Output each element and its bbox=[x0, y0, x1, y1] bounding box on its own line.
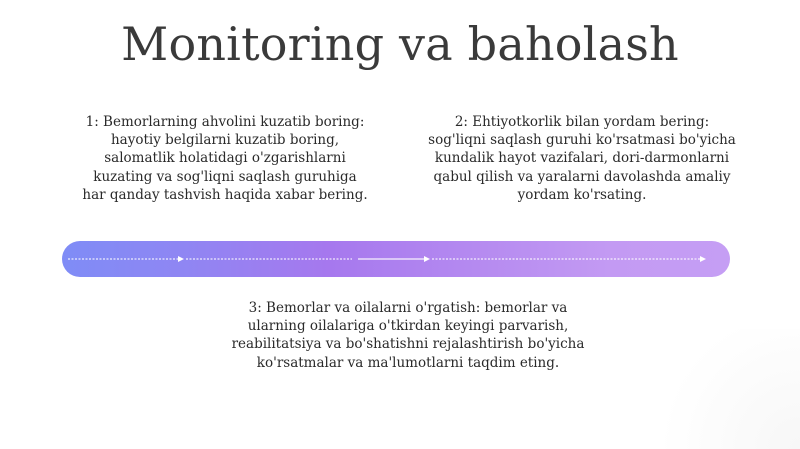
corner-shadow bbox=[640, 329, 800, 449]
step-3-text: 3: Bemorlar va oilalarni o'rgatish: bemorlar va ularning oilalariga o'tkirdan keyingi parvarish, reabilitatsiya va bo'shatishni rejalashtirish bo'yicha ko'rsatmalar va ma'lumotlarni taqdim eting. bbox=[231, 300, 585, 371]
arrow-head-2-icon bbox=[424, 256, 430, 262]
page-title: Monitoring va baholash bbox=[121, 17, 679, 71]
step-1-text: 1: Bemorlarning ahvolini kuzatib boring: hayotiy belgilarni kuzatib boring, salomatlik holatidagi o'zgarishlarni kuzating va sog'liqni saqlash guruhiga har qanday tashvish haqida xabar bering. bbox=[82, 114, 368, 203]
arrow-head-3-icon bbox=[700, 256, 706, 262]
timeline-arrows bbox=[62, 241, 730, 277]
timeline-bar bbox=[62, 241, 730, 277]
step-2-text: 2: Ehtiyotkorlik bilan yordam bering: sog'liqni saqlash guruhi ko'rsatmasi bo'yicha kundalik hayot vazifalari, dori-darmonlarni qabul qilish va yaralarni davolashda amaliy yordam ko'rsating. bbox=[428, 114, 736, 203]
arrow-head-1-icon bbox=[178, 256, 184, 262]
